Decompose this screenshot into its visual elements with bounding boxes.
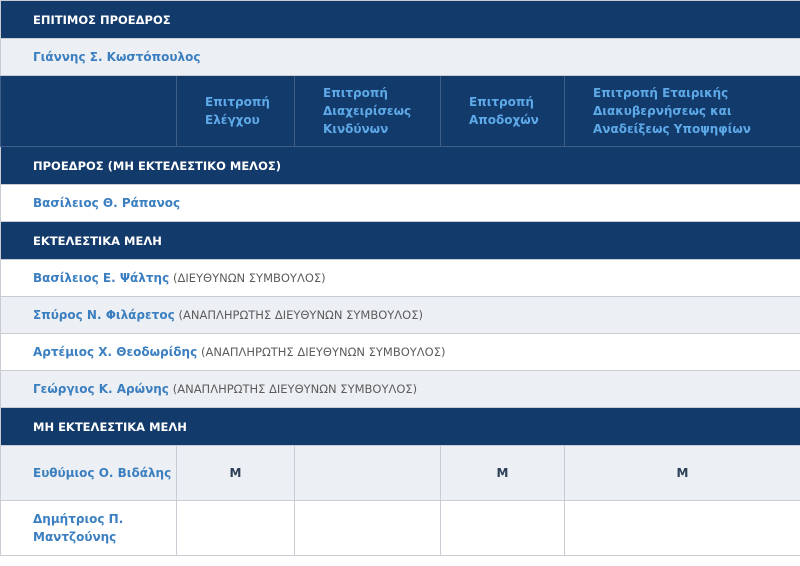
member-name-link[interactable]: Δημήτριος Π. Μαντζούνης bbox=[33, 512, 124, 544]
committees-corner-cell bbox=[1, 76, 177, 147]
membership-cell bbox=[295, 446, 441, 501]
section-header-honorary-chairman bbox=[1, 1, 800, 39]
member-name-link[interactable]: Σπύρος Ν. Φιλάρετος bbox=[33, 308, 175, 322]
member-role: (ΑΝΑΠΛΗΡΩΤΗΣ ΔΙΕΥΘΥΝΩΝ ΣΥΜΒΟΥΛΟΣ) bbox=[201, 345, 446, 359]
committee-risk-management: Επιτροπή Διαχειρίσεως Κινδύνων bbox=[295, 76, 441, 147]
member-name-link[interactable]: Αρτέμιος Χ. Θεοδωρίδης bbox=[33, 345, 198, 359]
table-row bbox=[1, 371, 800, 408]
member-name-link[interactable]: Βασίλειος Ε. Ψάλτης bbox=[33, 271, 170, 285]
table-row bbox=[1, 501, 800, 556]
section-header-chairman bbox=[1, 147, 800, 185]
membership-cell: Μ bbox=[441, 446, 565, 501]
membership-cell: Μ bbox=[177, 446, 295, 501]
member-name-link[interactable]: Γεώργιος Κ. Αρώνης bbox=[33, 382, 169, 396]
committee-corporate-governance: Επιτροπή Εταιρικής Διακυβερνήσεως και Αναδείξεως Υποψηφίων bbox=[565, 76, 800, 147]
table-row bbox=[1, 39, 800, 76]
section-header-executive-members bbox=[1, 222, 800, 260]
table-row bbox=[1, 446, 800, 501]
member-role: (ΔΙΕΥΘΥΝΩΝ ΣΥΜΒΟΥΛΟΣ) bbox=[173, 271, 326, 285]
membership-cell bbox=[177, 501, 295, 556]
member-name-link[interactable]: Βασίλειος Θ. Ράπανος bbox=[33, 196, 181, 210]
section-header-non-executive-members bbox=[1, 408, 800, 446]
membership-cell bbox=[565, 501, 800, 556]
member-name-link[interactable]: Γιάννης Σ. Κωστόπουλος bbox=[33, 50, 201, 64]
section-title: ΜΗ ΕΚΤΕΛΕΣΤΙΚΑ ΜΕΛΗ bbox=[1, 408, 800, 446]
committees-header-row bbox=[1, 76, 800, 147]
membership-cell bbox=[441, 501, 565, 556]
committee-audit: Επιτροπή Ελέγχου bbox=[177, 76, 295, 147]
section-title: ΕΠΙΤΙΜΟΣ ΠΡΟΕΔΡΟΣ bbox=[1, 1, 800, 39]
member-role: (ΑΝΑΠΛΗΡΩΤΗΣ ΔΙΕΥΘΥΝΩΝ ΣΥΜΒΟΥΛΟΣ) bbox=[178, 308, 423, 322]
membership-cell: Μ bbox=[565, 446, 800, 501]
membership-cell bbox=[295, 501, 441, 556]
committee-remuneration: Επιτροπή Αποδοχών bbox=[441, 76, 565, 147]
member-name-link[interactable]: Ευθύμιος Ο. Βιδάλης bbox=[33, 466, 172, 480]
table-row bbox=[1, 185, 800, 222]
table-row bbox=[1, 334, 800, 371]
table-row bbox=[1, 297, 800, 334]
member-role: (ΑΝΑΠΛΗΡΩΤΗΣ ΔΙΕΥΘΥΝΩΝ ΣΥΜΒΟΥΛΟΣ) bbox=[172, 382, 418, 396]
section-title: ΠΡΟΕΔΡΟΣ (ΜΗ ΕΚΤΕΛΕΣΤΙΚΟ ΜΕΛΟΣ) bbox=[1, 147, 800, 185]
section-title: ΕΚΤΕΛΕΣΤΙΚΑ ΜΕΛΗ bbox=[1, 222, 800, 260]
table-row bbox=[1, 260, 800, 297]
